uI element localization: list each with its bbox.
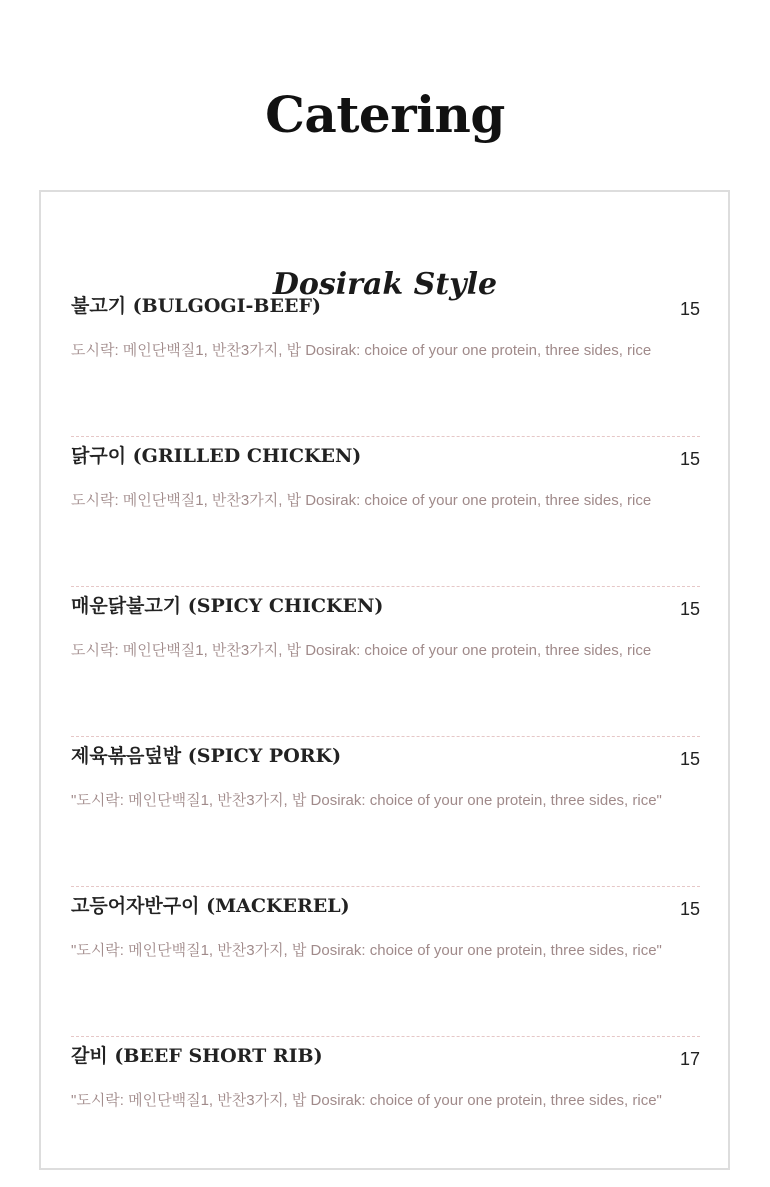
- item-name: 고등어자반구이 (MACKEREL): [71, 895, 350, 917]
- item-name: 불고기 (BULGOGI-BEEF): [71, 295, 321, 317]
- item-price: 15: [679, 899, 700, 919]
- menu-item: [71, 437, 700, 587]
- section-title: Dosirak Style: [272, 266, 498, 302]
- item-price: 17: [679, 1049, 700, 1069]
- item-name: 제육볶음덮밥 (SPICY PORK): [71, 745, 342, 767]
- item-description: 도시락: 메인단백질1, 반찬3가지, 밥 Dosirak: choice of your one protein, three sides, rice: [71, 642, 652, 659]
- item-name: 닭구이 (GRILLED CHICKEN): [71, 445, 362, 467]
- menu-item: [71, 737, 700, 887]
- item-name: 매운닭불고기 (SPICY CHICKEN): [71, 595, 384, 617]
- page-title: Catering: [265, 84, 505, 144]
- item-description: 도시락: 메인단백질1, 반찬3가지, 밥 Dosirak: choice of your one protein, three sides, rice: [71, 342, 652, 359]
- menu-item: [71, 287, 700, 437]
- item-price: 15: [679, 749, 700, 769]
- item-price: 15: [679, 599, 700, 619]
- item-description: "도시락: 메인단백질1, 반찬3가지, 밥 Dosirak: choice of your one protein, three sides, rice": [71, 1092, 662, 1109]
- item-name: 갈비 (BEEF SHORT RIB): [71, 1045, 323, 1067]
- item-description: 도시락: 메인단백질1, 반찬3가지, 밥 Dosirak: choice of your one protein, three sides, rice: [71, 492, 652, 509]
- item-description: "도시락: 메인단백질1, 반찬3가지, 밥 Dosirak: choice of your one protein, three sides, rice": [71, 942, 662, 959]
- menu-item: [71, 1037, 700, 1187]
- menu-item: [71, 587, 700, 737]
- item-price: 15: [679, 449, 700, 469]
- item-description: "도시락: 메인단백질1, 반찬3가지, 밥 Dosirak: choice of your one protein, three sides, rice": [71, 792, 662, 809]
- menu-item: [71, 887, 700, 1037]
- item-price: 15: [679, 299, 700, 319]
- menu-list: [71, 287, 700, 1187]
